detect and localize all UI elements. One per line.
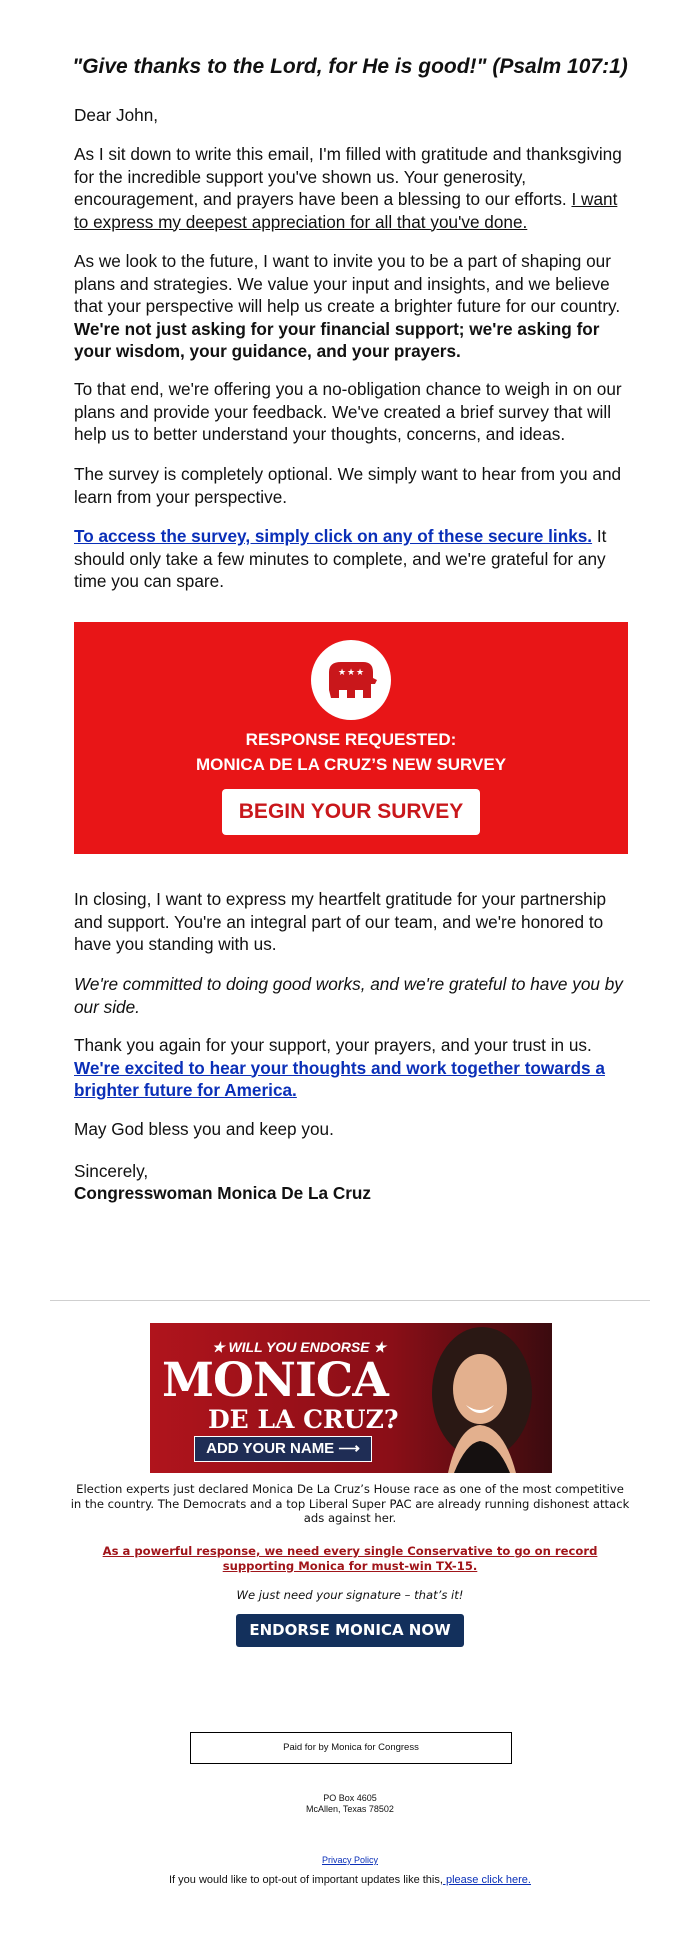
- svg-text:★: ★: [338, 668, 347, 678]
- begin-survey-button[interactable]: BEGIN YOUR SURVEY: [222, 789, 480, 835]
- paragraph-survey-offer: To that end, we're offering you a no-obligation chance to weigh in on our plans and provide your feedback. We've created a brief survey that will help us to better understand your thoughts, concerns, and ideas.: [74, 379, 622, 444]
- promo-de-la-cruz: DE LA CRUZ?: [208, 1405, 399, 1434]
- paragraph-thanks: [74, 1034, 632, 1102]
- excited-link[interactable]: We're excited to hear your thoughts and work together towards a brighter future for America.: [74, 1057, 605, 1100]
- svg-text:★: ★: [356, 668, 365, 678]
- paragraph-closing: In closing, I want to express my heartfelt gratitude for your partnership and support. You're an integral part of our team, and we're honored to have you standing with us.: [74, 889, 607, 954]
- privacy-policy-link[interactable]: Privacy Policy: [321, 1855, 378, 1865]
- paragraph-future: [74, 250, 632, 363]
- paragraph-blessing: May God bless you and keep you.: [74, 1119, 334, 1139]
- survey-banner[interactable]: [74, 622, 628, 854]
- paragraph-gratitude: [74, 143, 632, 233]
- paid-for-box: Paid for by Monica for Congress: [190, 1732, 512, 1764]
- paragraph-text: As we look to the future, I want to invite you to be a part of shaping our plans and strategies. We value your input and insights, and we believe that your perspective will help us create a brighter future for our country.: [74, 251, 621, 316]
- secure-survey-link[interactable]: To access the survey, simply click on any of these secure links.: [74, 526, 593, 546]
- monica-portrait: [418, 1323, 552, 1473]
- psalm-quote: "Give thanks to the Lord, for He is good!" (Psalm 107:1): [72, 55, 628, 78]
- city-zip: McAllen, Texas 78502: [306, 1804, 394, 1814]
- gop-elephant-logo: [311, 640, 391, 720]
- signature-only-line: We just need your signature – that’s it!: [236, 1588, 464, 1602]
- paragraph-optional: The survey is completely optional. We simply want to hear from you and learn from your perspective.: [74, 464, 622, 507]
- paragraph-text: As I sit down to write this email, I'm filled with gratitude and thanksgiving for the incredible support you've shown us. Your generosity, encouragement, and prayers have been a blessing to our efforts.: [74, 144, 622, 209]
- paragraph-text: It should only take a few minutes to complete, and we're grateful for any time you can spare.: [74, 526, 607, 591]
- svg-text:★: ★: [347, 668, 356, 678]
- greeting: Dear John,: [74, 105, 159, 125]
- endorse-monica-button[interactable]: ENDORSE MONICA NOW: [236, 1614, 464, 1647]
- underlined-appreciation: I want to express my deepest appreciation for all that you've done.: [74, 189, 618, 232]
- optout-link[interactable]: please click here.: [442, 1874, 531, 1886]
- section-divider: [50, 1300, 650, 1301]
- banner-line-2: MONICA DE LA CRUZ’S NEW SURVEY: [195, 755, 507, 774]
- optout-text: If you would like to opt-out of important updates like this,: [169, 1874, 443, 1886]
- paragraph-text: Thank you again for your support, your prayers, and your trust in us.: [74, 1035, 592, 1055]
- address-block: [0, 1793, 700, 1815]
- closing-text: Sincerely,: [74, 1161, 149, 1181]
- promo-will-endorse: ★ WILL YOU ENDORSE ★: [212, 1339, 386, 1355]
- bold-ask: We're not just asking for your financial support; we're asking for your wisdom, your guidance, and your prayers.: [74, 318, 600, 361]
- paragraph-committed: We're committed to doing good works, and we're grateful to have you by our side.: [74, 974, 623, 1017]
- signature-name: Congresswoman Monica De La Cruz: [74, 1183, 372, 1203]
- optout-line: [0, 1874, 700, 1886]
- add-your-name-button[interactable]: ADD YOUR NAME ⟶: [194, 1436, 372, 1462]
- footer-body: Election experts just declared Monica De La Cruz’s House race as one of the most competitive in the country. The Democrats and a top Liberal Super PAC are already running dishonest attack ads against her.: [70, 1482, 630, 1525]
- conservative-record-link[interactable]: As a powerful response, we need every single Conservative to go on record supporting Monica for must-win TX-15.: [102, 1544, 598, 1573]
- paragraph-access: [74, 525, 632, 593]
- banner-line-1: RESPONSE REQUESTED:: [245, 730, 457, 749]
- footer-red-link-wrap: [70, 1544, 630, 1573]
- endorse-promo-image[interactable]: [150, 1323, 552, 1473]
- promo-monica: MONICA: [162, 1353, 388, 1408]
- po-box: PO Box 4605: [323, 1793, 377, 1803]
- privacy-wrap: [0, 1855, 700, 1865]
